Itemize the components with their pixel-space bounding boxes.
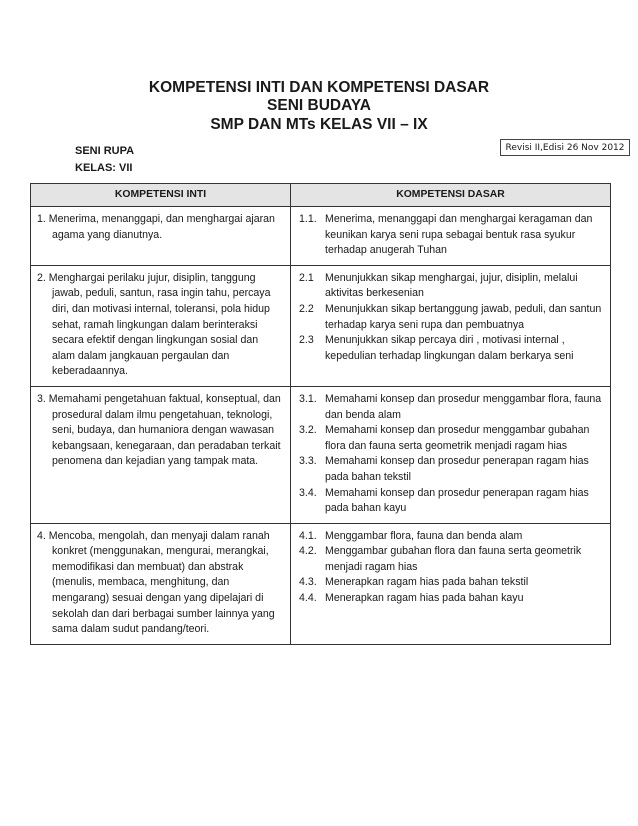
table-header-row [31,184,611,207]
kompetensi-inti-cell [31,386,291,523]
kd-text: Menunjukkan sikap bertanggung jawab, peduli, dan santun terhadap karya seni rupa dan pembuatnya [325,302,602,331]
table-body [31,207,611,645]
kompetensi-dasar-cell [291,207,611,266]
kd-text: Memahami konsep dan prosedur menggambar gubahan flora dan fauna serta geometrik menjadi ragam hias [325,424,590,452]
kd-number: 4.2. [299,545,317,558]
class-label: KELAS: VII [75,162,133,174]
document-title: KOMPETENSI INTI DAN KOMPETENSI DASAR [148,79,490,96]
table-row [31,523,611,644]
kd-number: 1.1. [299,213,317,225]
kd-number: 3.3. [299,455,317,468]
kd-number: 4.4. [299,592,317,605]
kompetensi-inti-text: 1. Menerima, menanggapi, dan menghargai ajaran agama yang dianutnya. [37,213,275,241]
kompetensi-dasar-item [299,575,606,591]
kompetensi-dasar-cell [291,265,611,386]
kompetensi-dasar-item [299,423,606,454]
kompetensi-dasar-item [299,212,606,259]
kd-number: 4.3. [299,576,317,589]
kompetensi-inti-cell [31,523,291,644]
document-subtitle: SENI BUDAYA [267,97,371,114]
kd-text: Menunjukkan sikap percaya diri , motivasi internal , kepedulian terhadap lingkungan dalam berkarya seni [325,334,574,362]
competency-table [30,183,611,645]
kd-number: 2.2 [299,302,314,315]
kd-text: Memahami konsep dan prosedur penerapan ragam hias pada bahan kayu [325,486,589,515]
table-row [31,265,611,386]
kd-text: Menunjukkan sikap menghargai, jujur, disiplin, melalui aktivitas berkesenian [325,271,578,300]
kompetensi-dasar-item [299,544,606,575]
kompetensi-dasar-cell [291,523,611,644]
table-row [31,207,611,266]
kompetensi-dasar-item [299,271,606,302]
revision-box: Revisi II,Edisi 26 Nov 2012 [500,139,630,156]
kd-text: Menggambar flora, fauna dan benda alam [325,529,523,542]
kompetensi-inti-text: 4. Mencoba, mengolah, dan menyaji dalam ranah konkret (menggunakan, mengurai, merangkai, memodifikasi dan membuat) dan abstrak (menulis, membaca, menghitung, dan mengarang) sesuai dengan yang dipelajari di sekolah dan dari berbagai sumber lainnya yang sama dalam sudut pandang/teori. [37,529,275,636]
kd-text: Menerapkan ragam hias pada bahan tekstil [325,576,529,589]
kd-text: Memahami konsep dan prosedur menggambar flora, fauna dan benda alam [325,392,602,421]
subject-label: SENI RUPA [75,145,135,157]
kompetensi-dasar-item [299,302,606,333]
kompetensi-dasar-item [299,454,606,485]
document-grade-range: SMP DAN MTs KELAS VII – IX [210,116,428,133]
kompetensi-inti-cell [31,265,291,386]
kd-text: Menerima, menanggapi dan menghargai keragaman dan keunikan karya seni rupa sebagai bentuk rasa syukur terhadap anugerah Tuhan [325,213,593,257]
kd-number: 3.2. [299,424,317,437]
kd-number: 3.4. [299,486,317,499]
kd-number: 2.1 [299,271,314,284]
kd-number: 3.1. [299,392,317,405]
kd-number: 2.3 [299,334,314,347]
kompetensi-inti-cell [31,207,291,266]
header-kompetensi-inti: KOMPETENSI INTI [31,184,291,207]
kd-text: Menggambar gubahan flora dan fauna serta geometrik menjadi ragam hias [325,545,582,573]
kd-number: 4.1. [299,529,317,542]
kompetensi-dasar-item [299,591,606,607]
header-kompetensi-dasar: KOMPETENSI DASAR [291,184,611,207]
kompetensi-inti-text: 2. Menghargai perilaku jujur, disiplin, tanggung jawab, peduli, santun, rasa ingin tahu, percaya diri, dan motivasi internal, toleransi, pola hidup sehat, ramah lingkungan dalam berinteraksi secara efektif dengan lingkungan sosial dan alam dalam jangkauan pergaulan dan keberadaannya. [37,271,271,378]
kompetensi-dasar-item [299,529,606,545]
kompetensi-inti-text: 3. Memahami pengetahuan faktual, konseptual, dan prosedural dalam ilmu pengetahuan, teknologi, seni, budaya, dan humaniora dengan wawasan kebangsaan, kenegaraan, dan peradaban terkait penomena dan kejadian yang tampak mata. [37,392,281,468]
kompetensi-dasar-item [299,392,606,423]
kd-text: Menerapkan ragam hias pada bahan kayu [325,592,524,605]
kompetensi-dasar-item [299,486,606,517]
kd-text: Memahami konsep dan prosedur penerapan ragam hias pada bahan tekstil [325,455,589,483]
kompetensi-dasar-item [299,333,606,364]
kompetensi-dasar-cell [291,386,611,523]
table-row [31,386,611,523]
